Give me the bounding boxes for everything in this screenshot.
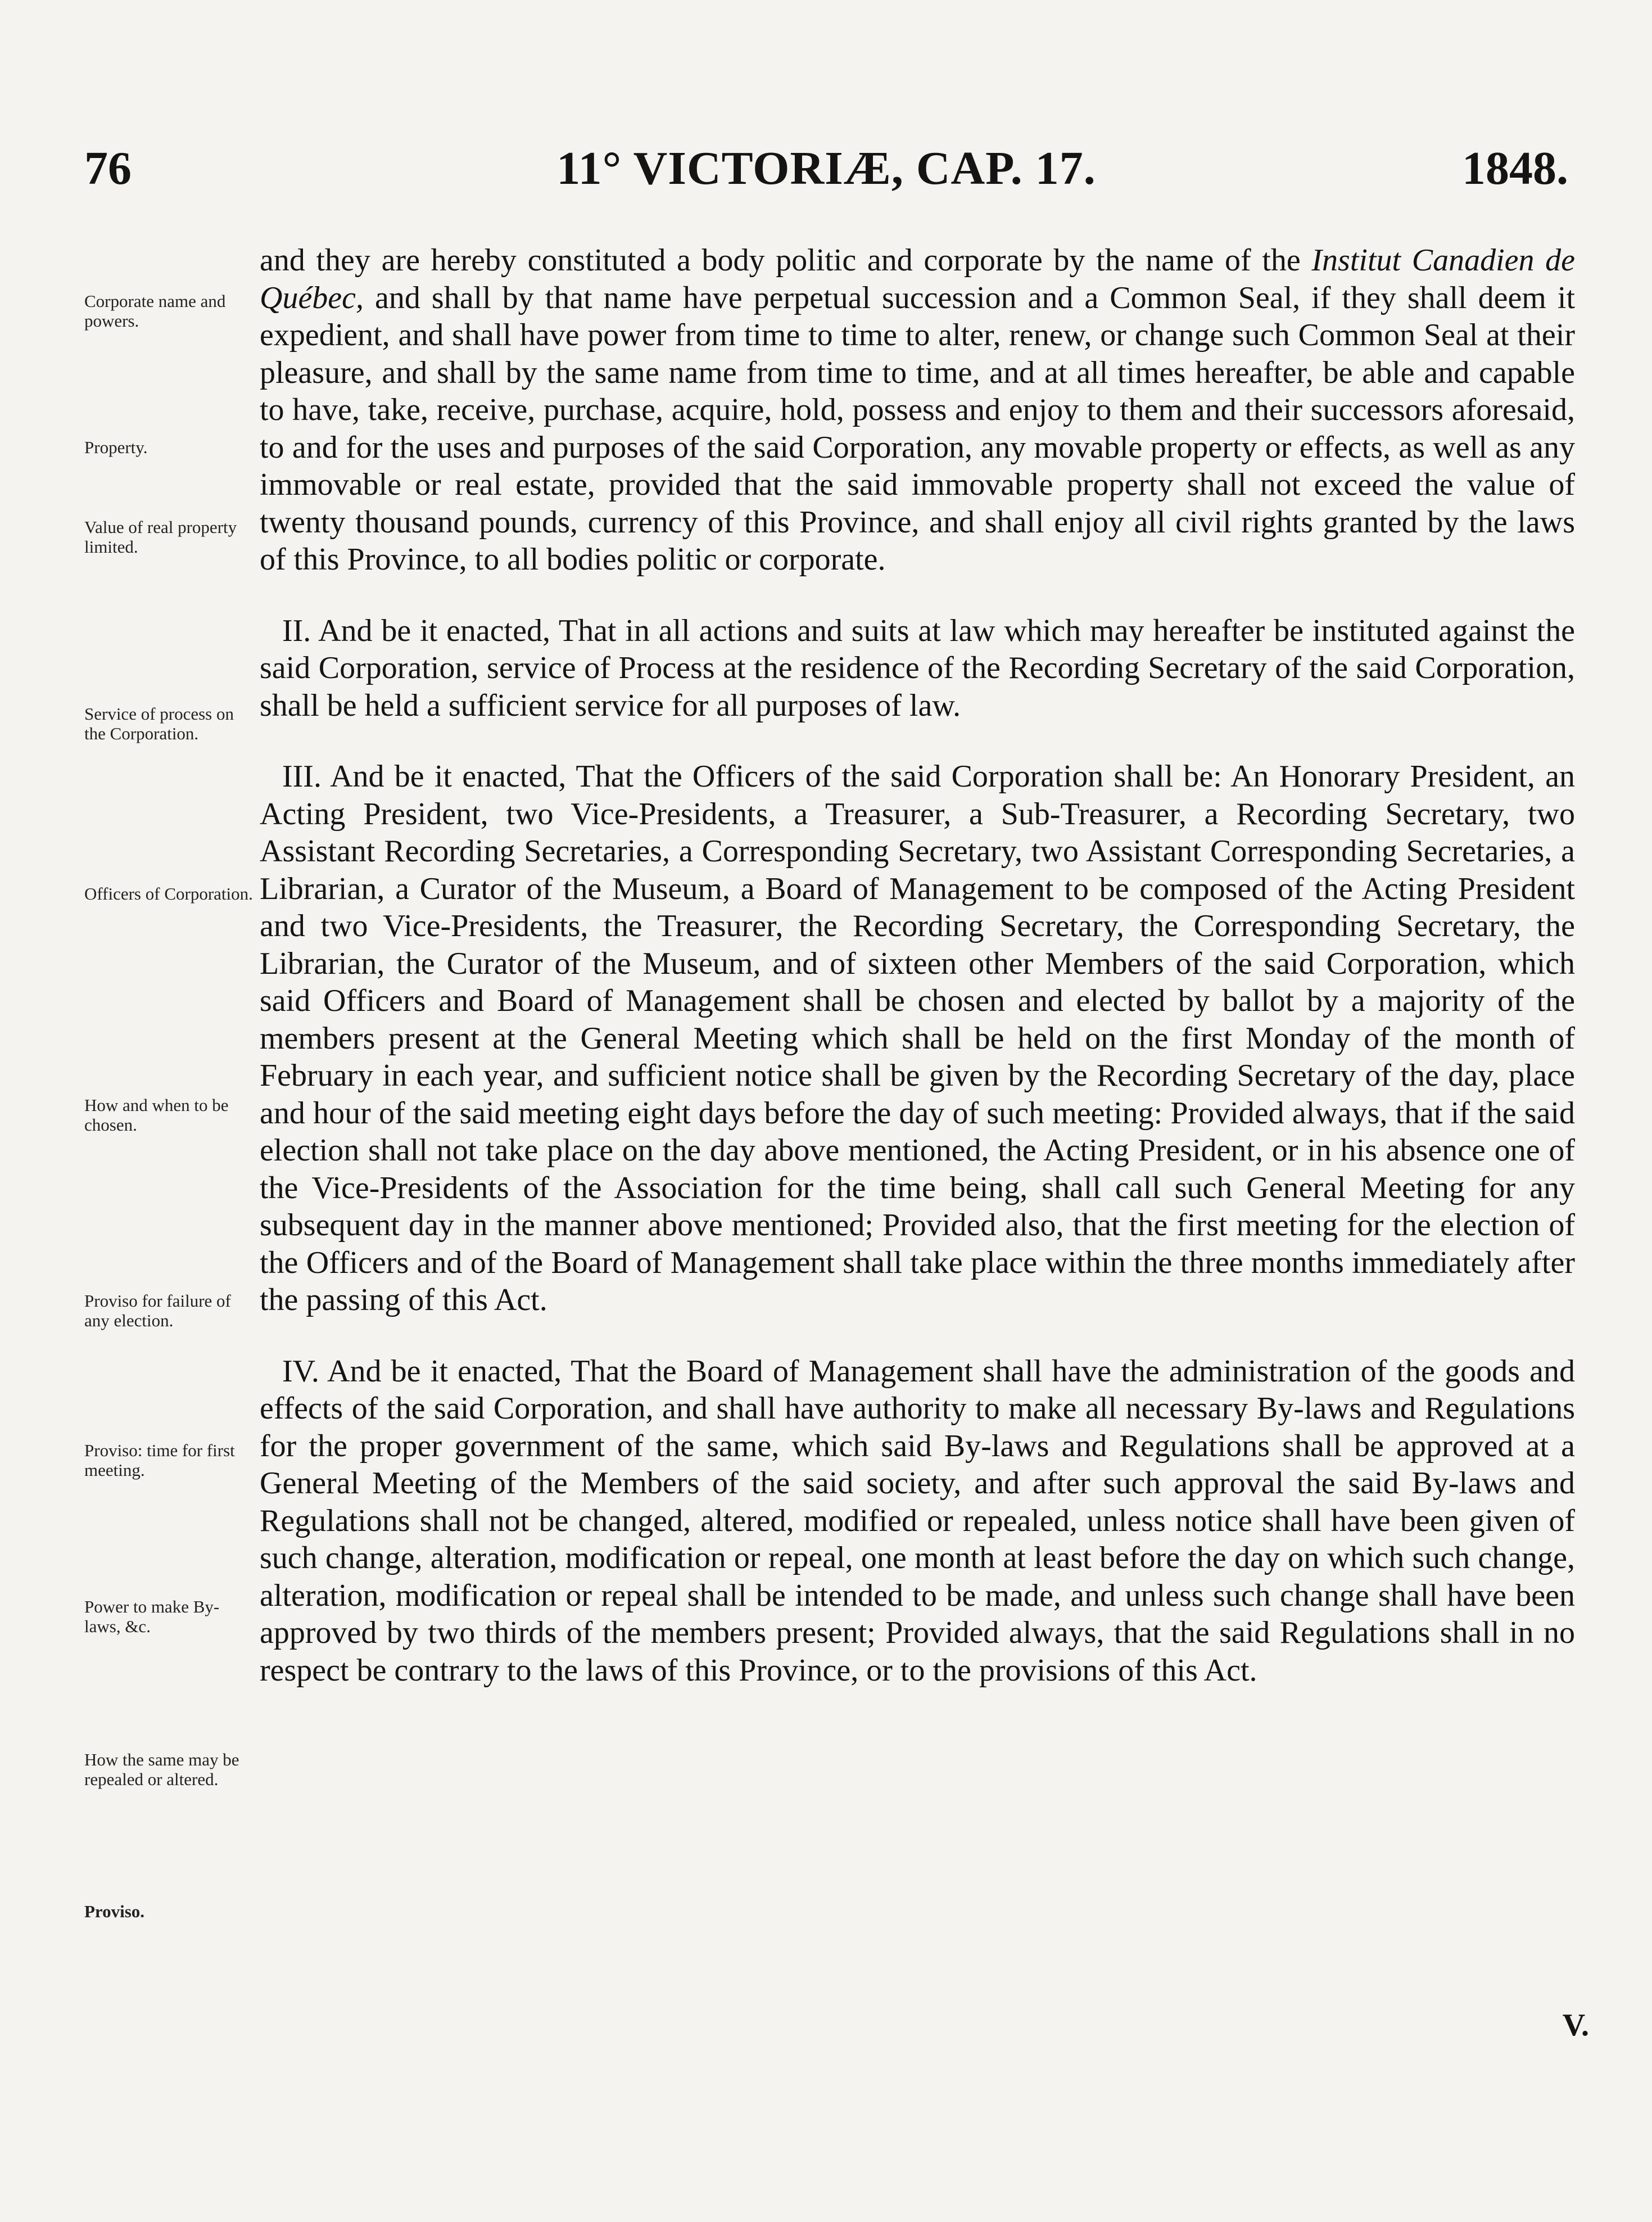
institute-name: Institut Canadien de Québec, bbox=[260, 243, 1575, 315]
section-4-text: IV. And be it enacted, That the Board of Management shall have the administration of the goods and effects of the said Corporation, and shall have authority to make all necessary By-laws and Regulations for the proper government of the same, which said By-laws and Regulations shall be approved at a General Meeting of the Members of the said society, and after such approval the said By-laws and Regulations shall not be changed, altered, modified or repealed, unless notice shall have been given of such change, alteration, modification or repeal, one month at least before the day on which such change, alteration, modification or repeal shall be intended to be made, and unless such change shall have been approved by two thirds of the members present; Provided always, that the said Regulations shall in no respect be contrary to the laws of this Province, or to the provisions of this Act. bbox=[260, 1353, 1575, 1688]
section-3 bbox=[260, 758, 1575, 1319]
margin-note-how-when: How and when to be chosen. bbox=[84, 1095, 229, 1135]
margin-note-power: Power to make By-laws, &c. bbox=[84, 1597, 220, 1636]
margin-note-officers: Officers of Corporation. bbox=[84, 884, 253, 904]
section-1-continued bbox=[260, 242, 1575, 579]
margin-note-corporate: Corporate name and powers. bbox=[84, 291, 226, 331]
margin-note-value: Value of real property limited. bbox=[84, 517, 237, 557]
header-year: 1848. bbox=[1462, 142, 1568, 195]
section-1-text-start: and they are hereby constituted a body politic and corporate by the name of the bbox=[260, 243, 1312, 278]
margin-note-service: Service of process on the Corporation. bbox=[84, 704, 234, 743]
margin-note-how-repealed: How the same may be repealed or altered. bbox=[84, 1750, 239, 1789]
body-text bbox=[260, 242, 1575, 1723]
page-number: 76 bbox=[84, 142, 132, 195]
catchword: V. bbox=[1562, 2008, 1589, 2043]
section-3-text: III. And be it enacted, That the Officers of the said Corporation shall be: An Honorary President, an Acting President, two Vice-Presidents, a Treasurer, a Sub-Treasurer, a Recording Secretary, two Assistant Recording Secretaries, a Corresponding Secretary, two Assistant Corresponding Secretaries, a Librarian, a Curator of the Museum, a Board of Management to be composed of the Acting President and two Vice-Presidents, the Treasurer, the Recording Secretary, the Corresponding Secretary, the Librarian, the Curator of the Museum, and of sixteen other Members of the said Corporation, which said Officers and Board of Management shall be chosen and elected by ballot by a majority of the members present at the General Meeting which shall be held on the first Monday of the month of February in each year, and sufficient notice shall be given by the Recording Secretary of the day, place and hour of the said meeting eight days before the day of such meeting: Provided always, that if the said election shall not take place on the day above mentioned, the Acting President, or in his absence one of the Vice-Presidents of the Association for the time being, shall call such General Meeting for any subsequent day in the manner above mentioned; Provided also, that the first meeting for the election of the Officers and of the Board of Management shall take place within the three months immediately after the passing of this Act. bbox=[260, 759, 1575, 1317]
margin-note-proviso: Proviso. bbox=[84, 1902, 145, 1921]
page-header bbox=[84, 142, 1568, 213]
margin-note-proviso-failure: Proviso for failure of any election. bbox=[84, 1291, 231, 1330]
section-4 bbox=[260, 1353, 1575, 1690]
section-1-text-end: and shall by that name have perpetual succession and a Common Seal, if they shall deem it expedient, and shall have power from time to time to alter, renew, or change such Common Seal at their pleasure, and shall by the same name from time to time, and at all times hereafter, be able and capable to have, take, receive, purchase, acquire, hold, possess and enjoy to them and their successors aforesaid, to and for the uses and purposes of the said Corporation, any movable property or effects, as well as any immovable or real estate, provided that the said immovable property shall not exceed the value of twenty thousand pounds, currency of this Province, and shall enjoy all civil rights granted by the laws of this Province, to all bodies politic or corporate. bbox=[260, 280, 1575, 577]
section-2-text: II. And be it enacted, That in all actions and suits at law which may hereafter be instituted against the said Corporation, service of Process at the residence of the Recording Secretary of the said Corporation, shall be held a sufficient service for all purposes of law. bbox=[260, 613, 1575, 723]
margin-note-proviso-time: Proviso: time for first meeting. bbox=[84, 1440, 235, 1480]
section-2 bbox=[260, 612, 1575, 725]
running-title: 11° VICTORIÆ, CAP. 17. bbox=[556, 142, 1096, 195]
margin-note-property: Property. bbox=[84, 437, 148, 457]
